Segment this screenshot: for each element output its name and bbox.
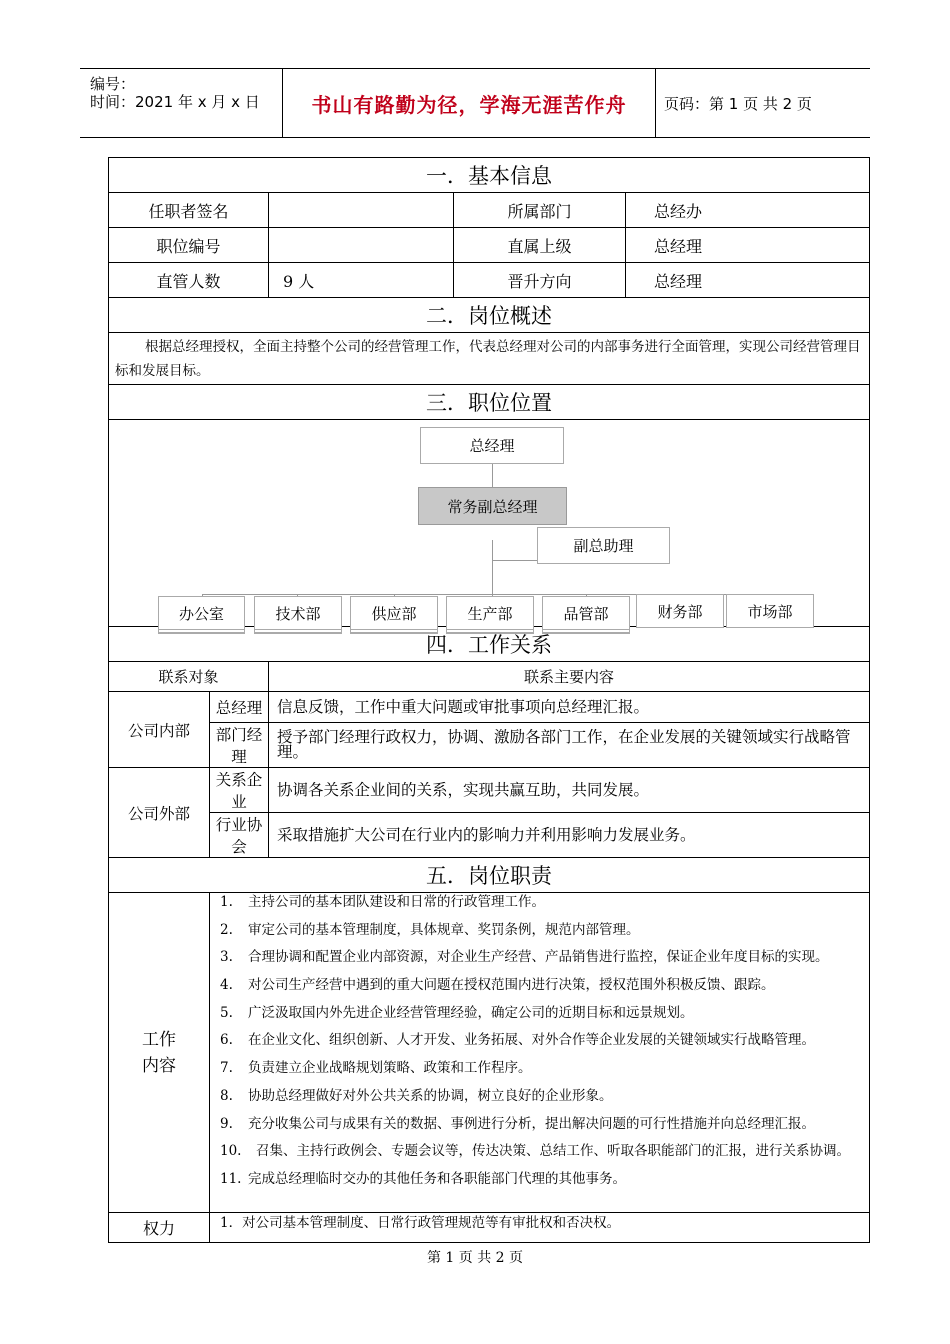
section-summary-title: 二．岗位概述	[109, 298, 870, 333]
org-box-general-manager	[420, 427, 564, 464]
org-chart-cell	[109, 420, 870, 627]
org-dept-label: 办公室	[178, 604, 224, 623]
org-box-assistant	[537, 527, 670, 564]
power-text: 1．对公司基本管理制度、日常行政管理规范等有审批权和否决权。	[210, 1213, 870, 1243]
power-label: 权力	[109, 1213, 210, 1243]
relations-header-content: 联系主要内容	[269, 662, 870, 692]
position-code-label: 职位编号	[109, 228, 269, 263]
relations-internal-label: 公司内部	[109, 692, 210, 768]
motto: 书山有路勤为径，学海无涯苦作舟	[311, 92, 627, 117]
org-executive-vp-label: 常务副总经理	[447, 497, 538, 516]
org-dept-label: 市场部	[747, 602, 793, 621]
org-dept-label: 供应部	[371, 604, 417, 623]
duty-item: 2. 审定公司的基本管理制度，具体规章、奖罚条例，规范内部管理。	[220, 921, 640, 938]
relations-party: 部门经理	[210, 723, 269, 768]
signer-label: 任职者签名	[109, 193, 269, 228]
org-box-dept-finance	[636, 594, 724, 628]
section-relations-title: 四．工作关系	[109, 627, 870, 662]
org-general-manager-label: 总经理	[469, 437, 515, 455]
relations-content: 授予部门经理行政权力，协调、激励各部门工作，在企业发展的关键领域实行战略管理。	[269, 723, 870, 768]
section-duties-title: 五．岗位职责	[109, 858, 870, 893]
work-content-label: 工作内容	[109, 893, 210, 1213]
duty-item: 7. 负责建立企业战略规划策略、政策和工作程序。	[220, 1060, 532, 1077]
header-motto-cell	[282, 69, 656, 137]
promotion-label: 晋升方向	[454, 263, 626, 298]
section-basic-title: 一．基本信息	[109, 158, 870, 193]
org-chart	[109, 420, 870, 626]
section-position-title: 三．职位位置	[109, 385, 870, 420]
org-dept-label: 生产部	[467, 604, 513, 623]
summary-text: 根据总经理授权，全面主持整个公司的经营管理工作，代表总经理对公司的内部事务进行全面管理，实现公司经营管理目标和发展目标。	[109, 333, 870, 385]
dept-label: 所属部门	[454, 193, 626, 228]
promotion-value: 总经理	[626, 263, 870, 298]
position-code-value	[269, 228, 454, 263]
org-box-dept-supply	[350, 596, 438, 630]
doc-code-label: 编号：	[90, 75, 136, 93]
duty-item: 3. 合理协调和配置企业内部资源，对企业生产经营、产品销售进行监控，保证企业年度目标的实现。	[220, 949, 829, 966]
signer-value	[269, 193, 454, 228]
org-box-dept-marketing	[726, 594, 814, 628]
relations-party: 行业协会	[210, 813, 269, 858]
staff-count-value: 9 人	[269, 263, 454, 298]
page-header	[80, 68, 870, 138]
header-meta	[80, 69, 282, 137]
doc-time-label: 时间：2021 年 x 月 x 日	[90, 93, 260, 111]
org-dept-label: 品管部	[563, 604, 609, 623]
duty-item: 5. 广泛汲取国内外先进企业经营管理经验，确定公司的近期目标和远景规划。	[220, 1004, 694, 1021]
org-assistant-label: 副总助理	[573, 537, 634, 555]
duty-item: 10. 召集、主持行政例会、专题会议等，传达决策、总结工作、听取各职能部门的汇报，进行关系协调。	[220, 1143, 850, 1160]
relations-external-label: 公司外部	[109, 768, 210, 858]
dept-value: 总经办	[626, 193, 870, 228]
duty-list	[210, 893, 870, 1213]
duty-item: 4. 对公司生产经营中遇到的重大问题在授权范围内进行决策，授权范围外积极反馈、跟踪。	[220, 977, 775, 994]
job-description-table	[108, 157, 870, 1243]
duty-item: 6. 在企业文化、组织创新、人才开发、业务拓展、对外合作等企业发展的关键领域实行战略管理。	[220, 1032, 815, 1049]
org-box-dept-qc	[542, 596, 630, 630]
relations-content: 协调各关系企业间的关系，实现共赢互助，共同发展。	[269, 768, 870, 813]
page-footer: 第 1 页 共 2 页	[426, 1250, 524, 1266]
org-dept-label: 技术部	[275, 604, 321, 623]
org-box-executive-vp	[418, 487, 567, 525]
org-box-dept-production	[446, 596, 534, 630]
superior-label: 直属上级	[454, 228, 626, 263]
relations-content: 采取措施扩大公司在行业内的影响力并利用影响力发展业务。	[269, 813, 870, 858]
org-dept-label: 财务部	[657, 602, 703, 621]
superior-value: 总经理	[626, 228, 870, 263]
relations-party: 关系企业	[210, 768, 269, 813]
relations-content: 信息反馈，工作中重大问题或审批事项向总经理汇报。	[269, 692, 870, 723]
relations-party: 总经理	[210, 692, 269, 723]
duty-item: 11. 完成总经理临时交办的其他任务和各职能部门代理的其他事务。	[220, 1170, 626, 1187]
page-info: 页码：第 1 页 共 2 页	[664, 94, 812, 113]
duty-item: 8. 协助总经理做好对外公共关系的协调，树立良好的企业形象。	[220, 1087, 613, 1104]
org-box-dept-office	[158, 596, 245, 630]
duty-item: 9. 充分收集公司与成果有关的数据、事例进行分析，提出解决问题的可行性措施并向总经理汇报。	[220, 1115, 815, 1132]
relations-header-object: 联系对象	[109, 662, 269, 692]
staff-count-label: 直管人数	[109, 263, 269, 298]
duty-item: 1. 主持公司的基本团队建设和日常的行政管理工作。	[220, 894, 545, 910]
org-box-dept-tech	[254, 596, 342, 630]
